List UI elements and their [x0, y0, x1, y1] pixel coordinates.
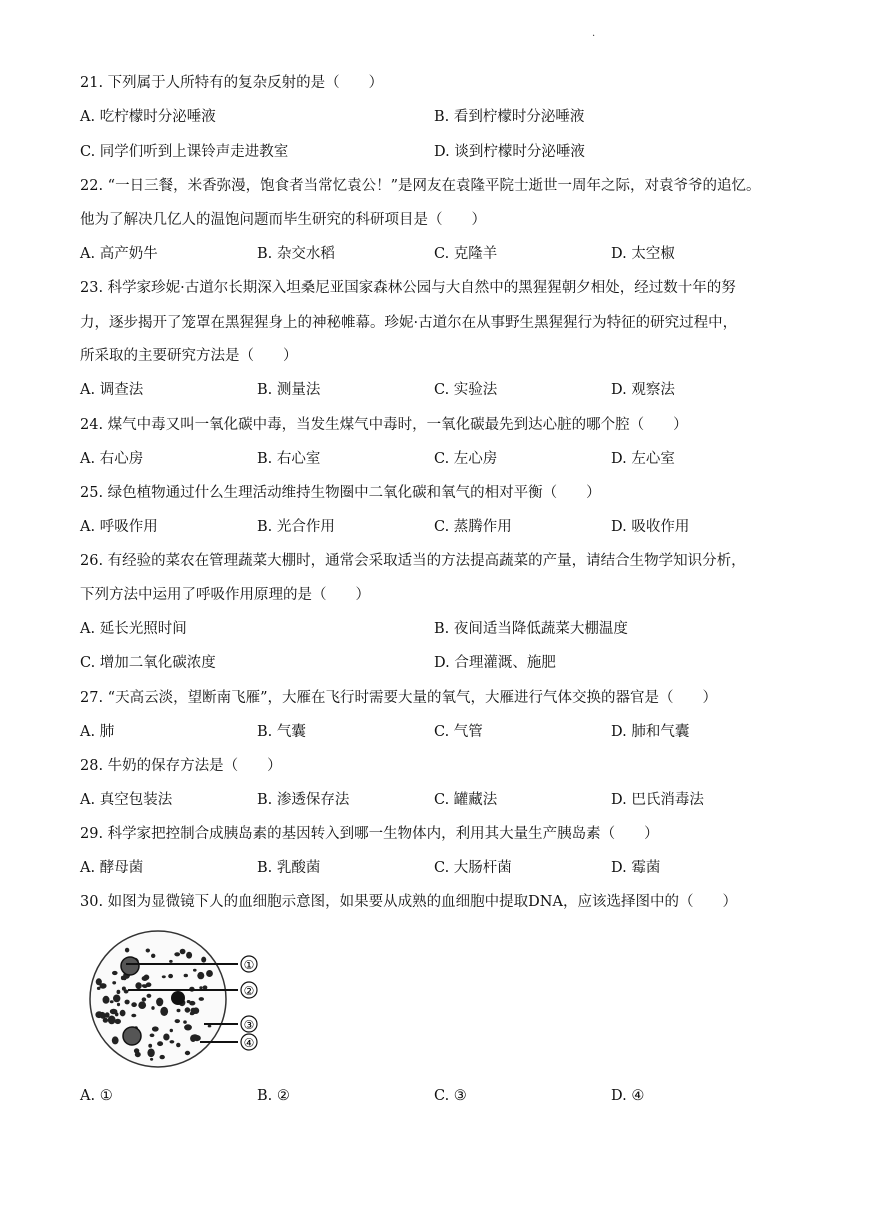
blood-cell-dot: [197, 972, 204, 979]
figure-label-2: ②: [243, 984, 255, 998]
blood-cell-dot: [184, 1024, 192, 1030]
blood-cell-dot: [96, 978, 102, 985]
blood-cell-dot: [124, 990, 129, 994]
blood-cell-dot: [117, 1003, 120, 1006]
blood-cell-dot: [125, 1000, 130, 1005]
q21-option-b: B. 看到柠檬时分泌唾液: [434, 109, 585, 125]
blood-cell-dot: [176, 1043, 180, 1048]
blood-cell-dot: [206, 970, 213, 977]
blood-cell-dot: [187, 1000, 191, 1003]
blood-cell-dot: [112, 1036, 119, 1044]
q28-option-d: D. 巴氏消毒法: [611, 792, 704, 808]
question-22-stem-line2: 他为了解决几亿人的温饱问题而毕生研究的科研项目是（ ）: [80, 212, 486, 228]
blood-cell-dot: [147, 1049, 154, 1058]
blood-cell-dot: [208, 1025, 212, 1028]
blood-cell-dot: [199, 986, 202, 989]
blood-cell-dot: [184, 974, 188, 978]
q23-option-c: C. 实验法: [434, 382, 498, 398]
q25-option-c: C. 蒸腾作用: [434, 519, 512, 535]
blood-cell-dot: [117, 990, 121, 994]
q22-option-c: C. 克隆羊: [434, 246, 498, 262]
blood-cell-dot: [142, 984, 146, 987]
q26-option-c: C. 增加二氧化碳浓度: [80, 655, 216, 671]
q29-option-d: D. 霉菌: [611, 860, 661, 876]
q23-option-d: D. 观察法: [611, 382, 675, 398]
q28-option-b: B. 渗透保存法: [257, 792, 350, 808]
q28-option-a: A. 真空包装法: [80, 792, 173, 808]
white-blood-cell-2: [123, 1027, 141, 1045]
q27-option-d: D. 肺和气囊: [611, 724, 690, 740]
question-26-stem-line1: 26. 有经验的菜农在管理蔬菜大棚时，通常会采取适当的方法提高蔬菜的产量，请结合生物学知识分析，: [80, 553, 746, 569]
q30-option-c: C. ③: [434, 1088, 467, 1104]
blood-cell-dot: [142, 976, 148, 981]
blood-cell-dot: [110, 1009, 118, 1015]
blood-cell-dot: [185, 1007, 191, 1012]
blood-cell-dot: [152, 1026, 159, 1031]
q22-option-a: A. 高产奶牛: [80, 246, 158, 262]
figure-label-4: ④: [243, 1036, 255, 1050]
blood-cell-dot: [131, 1014, 136, 1018]
question-25-stem: 25. 绿色植物通过什么生理活动维持生物圈中二氧化碳和氧气的相对平衡（ ）: [80, 485, 601, 501]
blood-cell-dot: [170, 1040, 175, 1043]
q26-option-a: A. 延长光照时间: [80, 621, 187, 637]
figure-label-3: ③: [243, 1018, 255, 1032]
blood-cell-dot: [199, 997, 204, 1001]
q25-option-d: D. 吸收作用: [611, 519, 690, 535]
q21-option-d: D. 谈到柠檬时分泌唾液: [434, 144, 585, 160]
blood-cell-dot: [156, 998, 163, 1007]
blood-cell-dot: [193, 969, 197, 972]
blood-cell-dot: [146, 949, 150, 953]
blood-cell-dot: [138, 1001, 146, 1009]
blood-cell-dot: [142, 997, 147, 1001]
blood-cell-dot: [150, 1058, 153, 1061]
blood-cell-dot: [112, 981, 116, 984]
blood-cell-dot: [190, 1035, 196, 1042]
blood-cell-dot: [191, 1008, 196, 1014]
blood-cell-dot: [125, 948, 129, 953]
q23-option-b: B. 测量法: [257, 382, 321, 398]
question-23-stem-line2: 力，逐步揭开了笼罩在黑猩猩身上的神秘帷幕。珍妮·古道尔在从事野生黑猩猩行为特征的研究过程中，: [80, 315, 738, 331]
q30-option-d: D. ④: [611, 1088, 645, 1104]
question-23-stem-line1: 23. 科学家珍妮·古道尔长期深入坦桑尼亚国家森林公园与大自然中的黑猩猩朝夕相处，经过数十年的努: [80, 280, 736, 296]
q27-option-a: A. 肺: [80, 724, 115, 740]
blood-cell-dot: [103, 996, 110, 1004]
q29-option-b: B. 乳酸菌: [257, 860, 321, 876]
blood-cell-dot: [163, 1034, 169, 1041]
q30-option-a: A. ①: [80, 1088, 113, 1104]
blood-cell-dot: [170, 1029, 173, 1032]
question-23-stem-line3: 所采取的主要研究方法是（ ）: [80, 348, 298, 364]
q21-option-c: C. 同学们听到上课铃声走进教室: [80, 144, 289, 160]
blood-cell-dot: [113, 995, 120, 1003]
blood-cell-dot: [168, 974, 173, 978]
q26-option-d: D. 合理灌溉、施肥: [434, 655, 556, 671]
blood-cell-dot: [186, 952, 192, 959]
blood-cell-dot: [131, 1002, 137, 1007]
q26-option-b: B. 夜间适当降低蔬菜大棚温度: [434, 621, 628, 637]
blood-cell-dot: [160, 1007, 168, 1016]
q29-option-c: C. 大肠杆菌: [434, 860, 512, 876]
q30-option-b: B. ②: [257, 1088, 290, 1104]
q24-option-d: D. 左心室: [611, 451, 675, 467]
q25-option-a: A. 呼吸作用: [80, 519, 158, 535]
blood-cell-dot: [203, 985, 208, 989]
blood-cell-dot: [175, 1019, 180, 1023]
blood-cell-dot: [177, 1009, 181, 1012]
blood-cell-dot: [160, 1055, 165, 1059]
page-marker: .: [592, 28, 596, 39]
question-28-stem: 28. 牛奶的保存方法是（ ）: [80, 758, 282, 774]
question-29-stem: 29. 科学家把控制合成胰岛素的基因转入到哪一生物体内，利用其大量生产胰岛素（ ）: [80, 826, 659, 842]
blood-cell-dot: [120, 1010, 126, 1017]
figure-label-1: ①: [243, 958, 255, 972]
blood-cell-dot: [112, 971, 118, 975]
blood-cell-dot: [147, 994, 152, 998]
blood-cell-dot: [97, 987, 101, 990]
blood-cell-dot: [135, 982, 141, 989]
blood-cell-dot: [201, 957, 206, 963]
white-blood-cell-1: [121, 957, 139, 975]
blood-cell-micrograph: [80, 928, 270, 1070]
question-22-stem-line1: 22. “一日三餐，米香弥漫，饱食者当常忆袁公！”是网友在袁隆平院士逝世一周年之际，对袁爷爷的追忆。: [80, 178, 761, 194]
question-26-stem-line2: 下列方法中运用了呼吸作用原理的是（ ）: [80, 587, 370, 603]
blood-cell-dot: [185, 1051, 190, 1055]
blood-cell-dot: [151, 954, 155, 958]
blood-cell-dot: [148, 1044, 152, 1048]
blood-cell-dot: [169, 960, 173, 963]
blood-cell-dot: [110, 1000, 114, 1003]
q27-option-b: B. 气囊: [257, 724, 306, 740]
blood-cell-dot: [121, 976, 125, 980]
blood-cell-dot: [134, 1048, 139, 1053]
q23-option-a: A. 调查法: [80, 382, 144, 398]
blood-cell-dot: [162, 975, 166, 978]
q22-option-d: D. 太空椒: [611, 246, 675, 262]
question-30-stem: 30. 如图为显微镜下人的血细胞示意图，如果要从成熟的血细胞中提取DNA，应该选择图中的（ ）: [80, 894, 737, 910]
q27-option-c: C. 气管: [434, 724, 483, 740]
q24-option-c: C. 左心房: [434, 451, 498, 467]
blood-cell-dot: [150, 1034, 155, 1038]
blood-cell-dot: [162, 1008, 166, 1011]
question-27-stem: 27. “天高云淡，望断南飞雁”，大雁在飞行时需要大量的氧气，大雁进行气体交换的器官是（ ）: [80, 690, 717, 706]
q28-option-c: C. 罐藏法: [434, 792, 498, 808]
blood-cell-dot: [174, 952, 180, 956]
q29-option-a: A. 酵母菌: [80, 860, 144, 876]
blood-cell-dot: [183, 1020, 187, 1023]
blood-cell-dot: [157, 1041, 163, 1046]
q22-option-b: B. 杂交水稻: [257, 246, 335, 262]
q24-option-a: A. 右心房: [80, 451, 144, 467]
blood-cell-dot: [151, 1006, 154, 1010]
blood-cell-dot: [101, 1015, 106, 1019]
question-21-stem: 21. 下列属于人所特有的复杂反射的是（ ）: [80, 75, 384, 91]
q21-option-a: A. 吃柠檬时分泌唾液: [80, 109, 216, 125]
blood-cell-dot: [108, 1016, 116, 1025]
question-24-stem: 24. 煤气中毒又叫一氧化碳中毒，当发生煤气中毒时，一氧化碳最先到达心脏的哪个腔（ ）: [80, 417, 688, 433]
q24-option-b: B. 右心室: [257, 451, 321, 467]
blood-cell-dot: [180, 949, 186, 955]
large-cell: [171, 991, 185, 1005]
q25-option-b: B. 光合作用: [257, 519, 335, 535]
